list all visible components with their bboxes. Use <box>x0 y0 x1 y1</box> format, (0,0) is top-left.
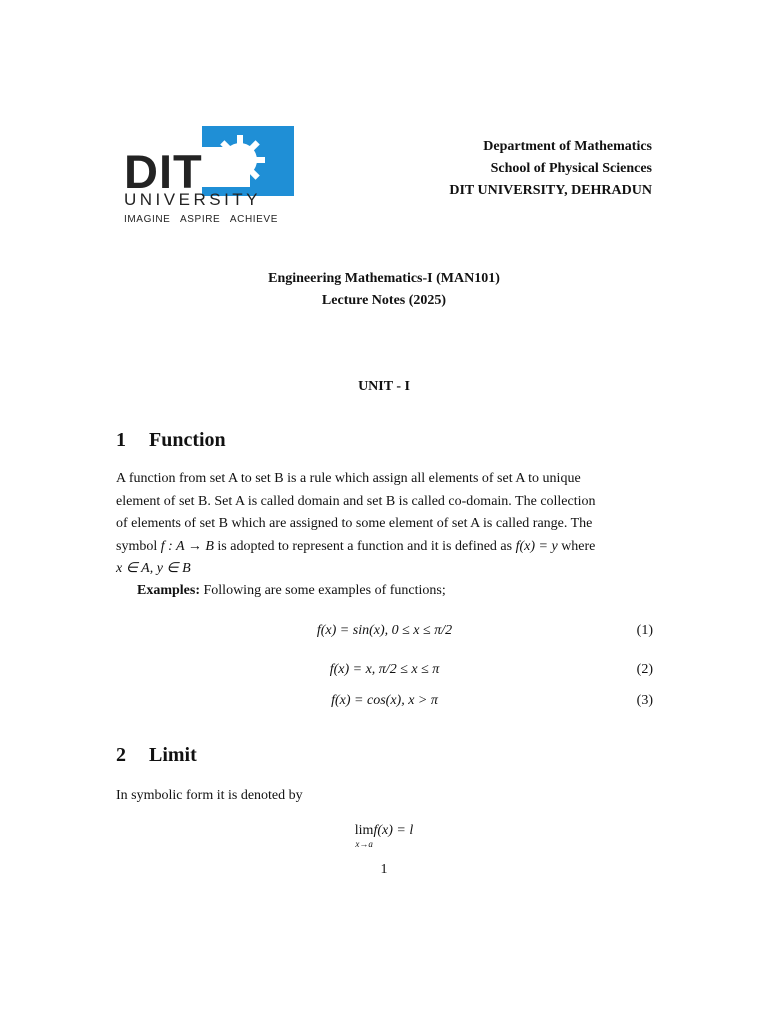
school-line: School of Physical Sciences <box>490 161 652 176</box>
section-number: 2 <box>116 744 126 766</box>
math-inline: x ∈ A, y ∈ B <box>116 561 191 576</box>
equation-expression: f(x) = sin(x), 0 ≤ x ≤ π/2 <box>316 623 453 638</box>
examples-text: Following are some examples of functions; <box>200 583 446 598</box>
lim-text: lim <box>354 823 374 838</box>
text-run: where <box>557 538 596 554</box>
examples-line <box>137 580 653 603</box>
university-line: DIT UNIVERSITY, DEHRADUN <box>449 183 652 198</box>
equation-3 <box>116 691 653 711</box>
unit-title: UNIT - I <box>358 379 410 394</box>
equation-number: (1) <box>636 623 653 638</box>
limit-expression <box>0 822 768 848</box>
course-title: Engineering Mathematics-I (MAN101) <box>268 271 500 286</box>
section-number: 1 <box>116 429 126 451</box>
limit-intro: In symbolic form it is denoted by <box>116 788 303 803</box>
section-heading-limit <box>116 743 197 767</box>
lim-body: f(x) = l <box>373 823 414 838</box>
paragraph-line: element of set B. Set A is called domain and set B is called co-domain. The collection <box>116 493 596 509</box>
paragraph-line <box>116 536 653 559</box>
equation-1 <box>116 621 653 641</box>
equation-number: (2) <box>636 662 653 677</box>
course-subtitle: Lecture Notes (2025) <box>321 293 447 308</box>
paragraph-line <box>116 558 653 581</box>
logo-university-text: UNIVERSITY <box>124 190 262 209</box>
lim-subscript: x→a <box>355 839 373 849</box>
section-title: Function <box>149 429 226 451</box>
section-heading-function <box>116 428 226 452</box>
math-inline: f : A → B <box>160 538 214 554</box>
logo-wordmark: DIT <box>124 145 203 198</box>
text-run: symbol <box>116 538 161 554</box>
paragraph-line: of elements of set B which are assigned to some element of set A is called range. The <box>116 516 593 531</box>
equation-number: (3) <box>636 693 653 708</box>
equation-2 <box>116 660 653 680</box>
math-inline: f(x) = y <box>515 538 558 554</box>
paragraph-line: A function from set A to set B is a rule which assign all elements of set A to unique <box>116 471 581 486</box>
function-definition-paragraph <box>116 468 653 581</box>
equation-expression: f(x) = x, π/2 ≤ x ≤ π <box>329 662 440 677</box>
limit-operator <box>355 822 374 848</box>
examples-label: Examples: <box>137 583 200 598</box>
page-number: 1 <box>380 862 388 877</box>
equation-expression: f(x) = cos(x), x > π <box>331 693 438 708</box>
text-run: is adopted to represent a function and it is defined as <box>213 538 516 554</box>
department-line: Department of Mathematics <box>483 139 652 154</box>
section-title: Limit <box>149 744 197 766</box>
logo-tagline: IMAGINE ASPIRE ACHIEVE <box>124 214 278 225</box>
